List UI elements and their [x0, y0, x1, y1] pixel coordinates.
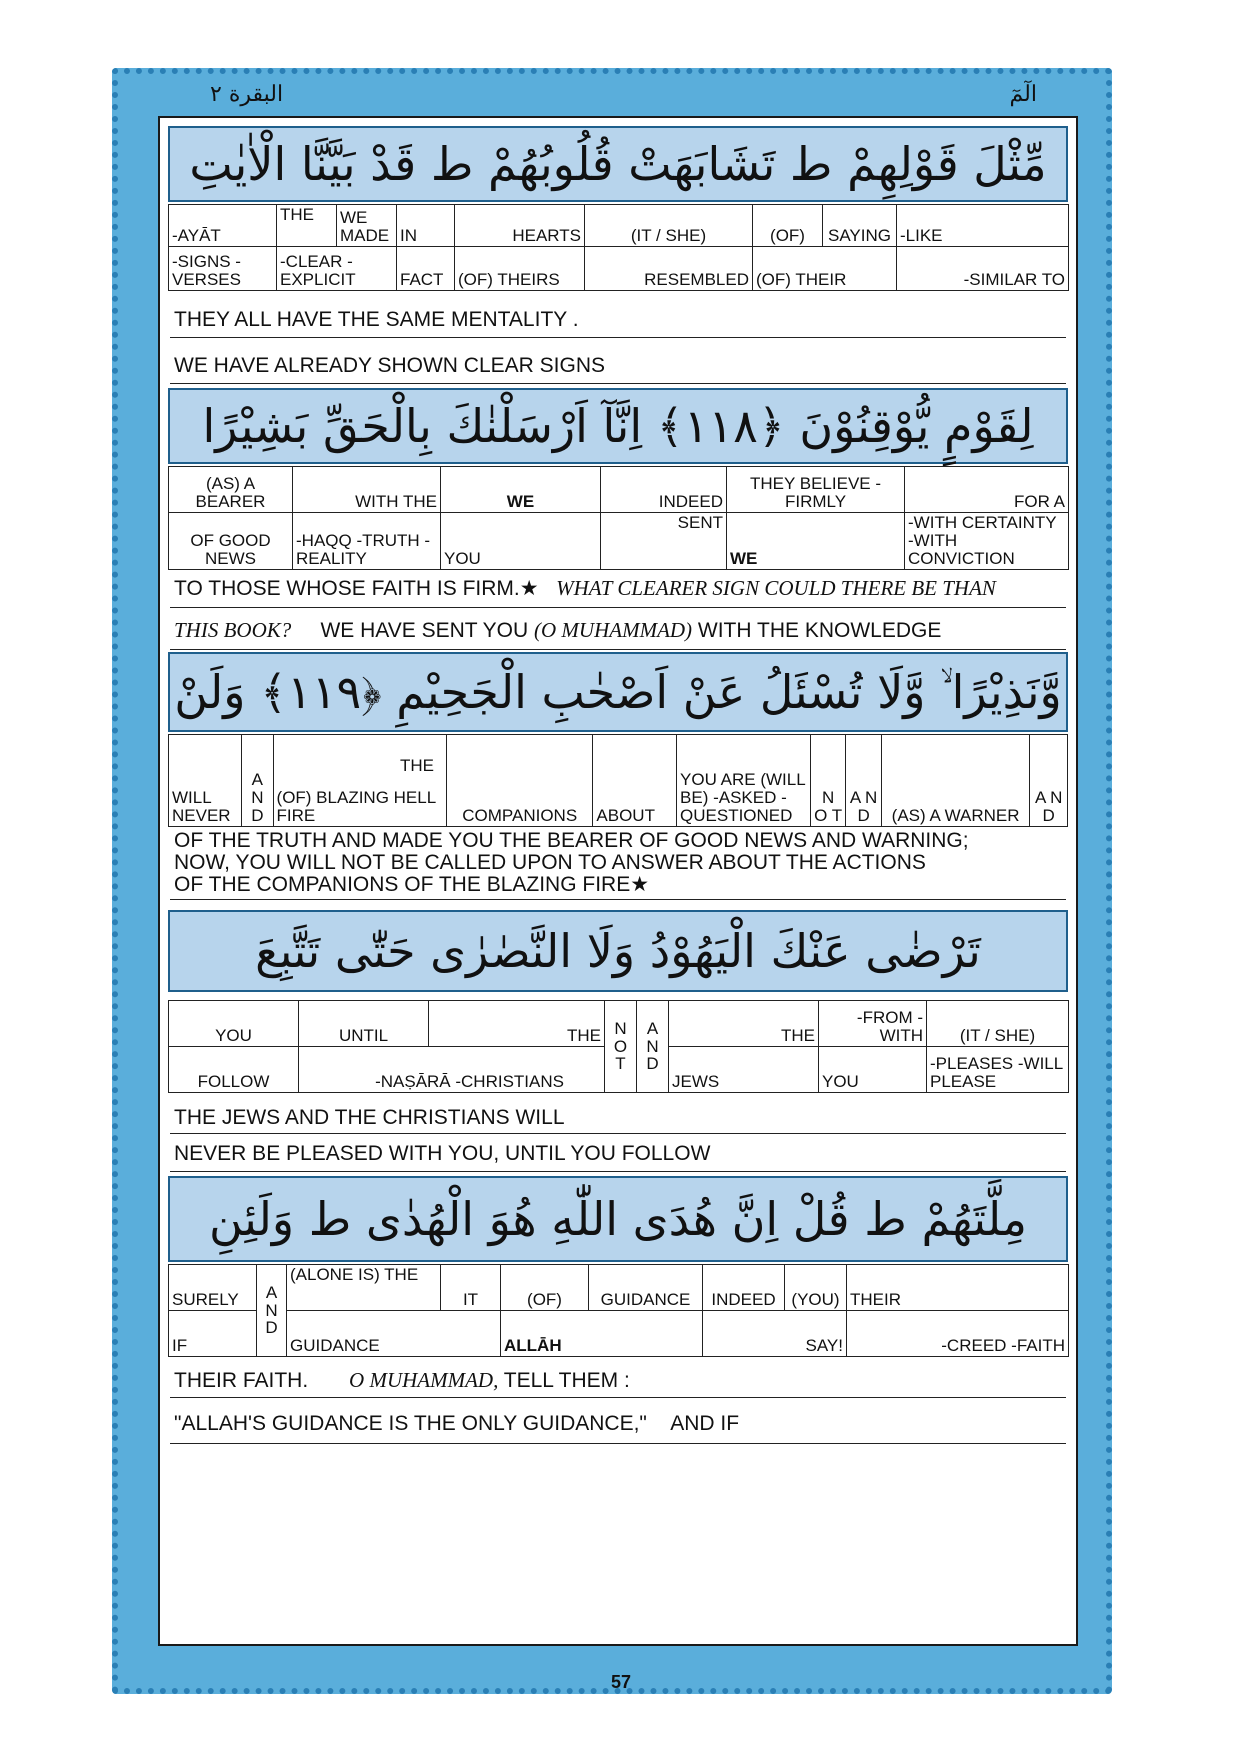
- juz-header: الٓمٓ: [1009, 82, 1037, 107]
- grid-cell: -SIGNS -VERSES: [169, 247, 277, 291]
- grid-cell: -LIKE: [897, 205, 1069, 247]
- grid-cell: -HAQQ -TRUTH -REALITY: [293, 513, 441, 570]
- arabic-verse-5: مِلَّتَهُمْ ط قُلْ اِنَّ هُدَى اللّٰهِ هُوَ الْهُدٰى ط وَلَئِنِ: [168, 1176, 1068, 1262]
- grid-cell: WE: [727, 513, 905, 570]
- translation-paragraph: [170, 830, 1066, 900]
- translation-text: OF THE TRUTH AND MADE YOU THE BEARER OF GOOD NEWS AND WARNING;: [174, 829, 969, 852]
- grid-cell: (AS) A WARNER: [881, 735, 1029, 827]
- grid-cell: A N D: [1030, 735, 1068, 827]
- grid-cell: (OF): [753, 205, 823, 247]
- grid-cell: THEIR: [847, 1265, 1069, 1311]
- grid-cell: INDEED: [601, 467, 727, 513]
- word-grid-1: [168, 204, 1069, 291]
- word-grid-2: [168, 466, 1069, 570]
- grid-cell: (YOU): [785, 1265, 847, 1311]
- grid-cell: YOU: [169, 1001, 299, 1047]
- grid-cell: THE: [400, 756, 434, 775]
- translation-line: [170, 1360, 1066, 1398]
- grid-cell: ALLĀH: [501, 1311, 703, 1357]
- grid-cell: GUIDANCE: [287, 1311, 501, 1357]
- translation-line: [170, 566, 1066, 608]
- surah-header: البقرة ٢: [210, 82, 284, 107]
- grid-cell: WE MADE: [337, 205, 397, 247]
- grid-cell: -CREED -FAITH: [847, 1311, 1069, 1357]
- translation-text: WITH THE KNOWLEDGE: [697, 619, 942, 642]
- grid-cell: -PLEASES -WILL PLEASE: [927, 1047, 1069, 1093]
- grid-cell: THE: [277, 205, 337, 247]
- translation-text: TO THOSE WHOSE FAITH IS FIRM.★: [174, 577, 539, 600]
- translation-line: [170, 1404, 1066, 1444]
- translation-line: THE JEWS AND THE CHRISTIANS WILL: [170, 1098, 1066, 1134]
- grid-cell: FOLLOW: [169, 1047, 299, 1093]
- grid-cell: FACT: [397, 247, 455, 291]
- grid-cell: YOU: [819, 1047, 927, 1093]
- arabic-verse-2: لِقَوْمٍ يُّوْقِنُوْنَ ﴿١١٨﴾ اِنَّآ اَرْسَلْنٰكَ بِالْحَقِّ بَشِيْرًا: [168, 388, 1068, 464]
- grid-cell: YOU ARE (WILL BE) -ASKED -QUESTIONED: [677, 735, 811, 827]
- grid-cell: WITH THE: [293, 467, 441, 513]
- grid-cell: THEY BELIEVE -FIRMLY: [727, 467, 905, 513]
- grid-cell: (ALONE IS) THE: [287, 1265, 441, 1311]
- grid-cell: (OF) THEIRS: [455, 247, 585, 291]
- grid-cell: FOR A: [905, 467, 1069, 513]
- grid-cell: ABOUT: [593, 735, 677, 827]
- translation-italic: WHAT CLEARER SIGN COULD THERE BE THAN: [556, 576, 996, 600]
- grid-cell: (IT / SHE): [927, 1001, 1069, 1047]
- grid-cell: IT: [441, 1265, 501, 1311]
- grid-cell: YOU: [441, 513, 601, 570]
- grid-cell: N O T: [810, 735, 846, 827]
- grid-cell: COMPANIONS: [447, 735, 593, 827]
- grid-cell: IN: [397, 205, 455, 247]
- grid-cell: SAYING: [823, 205, 897, 247]
- grid-cell: GUIDANCE: [589, 1265, 703, 1311]
- grid-cell: N O T: [605, 1001, 637, 1093]
- translation-text: TELL THEM :: [503, 1369, 630, 1392]
- grid-cell: UNTIL: [299, 1001, 429, 1047]
- translation-italic: O MUHAMMAD,: [349, 1368, 499, 1392]
- grid-cell: -CLEAR -EXPLICIT: [277, 247, 397, 291]
- grid-cell: (OF) BLAZING HELL FIRE: [273, 735, 447, 827]
- grid-cell: THE: [669, 1001, 819, 1047]
- grid-cell: -AYĀT: [169, 205, 277, 247]
- grid-cell: WILL NEVER: [169, 735, 242, 827]
- grid-cell: A N D: [257, 1265, 287, 1357]
- grid-cell: IF: [169, 1311, 257, 1357]
- grid-cell: INDEED: [703, 1265, 785, 1311]
- word-grid-5: [168, 1264, 1069, 1357]
- grid-cell: -SIMILAR TO: [897, 247, 1069, 291]
- grid-cell: THE: [429, 1001, 605, 1047]
- translation-text: AND IF: [670, 1412, 740, 1435]
- translation-text: WE HAVE SENT YOU: [320, 619, 529, 642]
- grid-cell: -NAṢĀRĀ -CHRISTIANS: [299, 1047, 605, 1093]
- grid-cell: (IT / SHE): [585, 205, 753, 247]
- translation-line: WE HAVE ALREADY SHOWN CLEAR SIGNS: [170, 344, 1066, 384]
- grid-cell: (AS) A BEARER: [169, 467, 293, 513]
- translation-italic: (O MUHAMMAD): [534, 618, 693, 642]
- grid-cell: (OF): [501, 1265, 589, 1311]
- translation-text: NOW, YOU WILL NOT BE CALLED UPON TO ANSWER ABOUT THE ACTIONS: [174, 851, 926, 874]
- word-grid-3: [168, 734, 1068, 827]
- arabic-verse-3: وَّنَذِيْرًا ۙ وَّلَا تُسْئَلُ عَنْ اَصْحٰبِ الْجَحِيْمِ ﴿١١٩﴾ وَلَنْ: [168, 652, 1068, 732]
- grid-cell: -FROM -WITH: [819, 1001, 927, 1047]
- arabic-verse-4: تَرْضٰى عَنْكَ الْيَهُوْدُ وَلَا النَّصٰرٰى حَتّٰى تَتَّبِعَ: [168, 910, 1068, 992]
- grid-cell: A N D: [242, 735, 273, 827]
- translation-italic: THIS BOOK?: [174, 618, 292, 642]
- page-number: 57: [610, 1672, 632, 1692]
- translation-line: [170, 610, 1066, 650]
- translation-line: NEVER BE PLEASED WITH YOU, UNTIL YOU FOLLOW: [170, 1136, 1066, 1172]
- grid-cell: SAY!: [703, 1311, 847, 1357]
- grid-cell: WE: [441, 467, 601, 513]
- grid-cell: -WITH CERTAINTY -WITH CONVICTION: [905, 513, 1069, 570]
- grid-cell: A N D: [637, 1001, 669, 1093]
- translation-line: THEY ALL HAVE THE SAME MENTALITY .: [170, 302, 1066, 338]
- translation-text: OF THE COMPANIONS OF THE BLAZING FIRE★: [174, 873, 650, 896]
- grid-cell: RESEMBLED: [585, 247, 753, 291]
- grid-cell: OF GOOD NEWS: [169, 513, 293, 570]
- word-grid-4: [168, 1000, 1069, 1093]
- grid-cell: A N D: [846, 735, 882, 827]
- grid-cell: (OF) THEIR: [753, 247, 897, 291]
- translation-text: THEIR FAITH.: [174, 1369, 309, 1392]
- grid-cell: HEARTS: [455, 205, 585, 247]
- arabic-verse-1: مِّثْلَ قَوْلِهِمْ ط تَشَابَهَتْ قُلُوبُهُمْ ط قَدْ بَيَّنَّا الْاٰيٰتِ: [168, 126, 1068, 202]
- translation-text: "ALLAH'S GUIDANCE IS THE ONLY GUIDANCE,": [174, 1412, 647, 1435]
- grid-cell: JEWS: [669, 1047, 819, 1093]
- grid-cell: SENT: [601, 513, 727, 570]
- grid-cell: SURELY: [169, 1265, 257, 1311]
